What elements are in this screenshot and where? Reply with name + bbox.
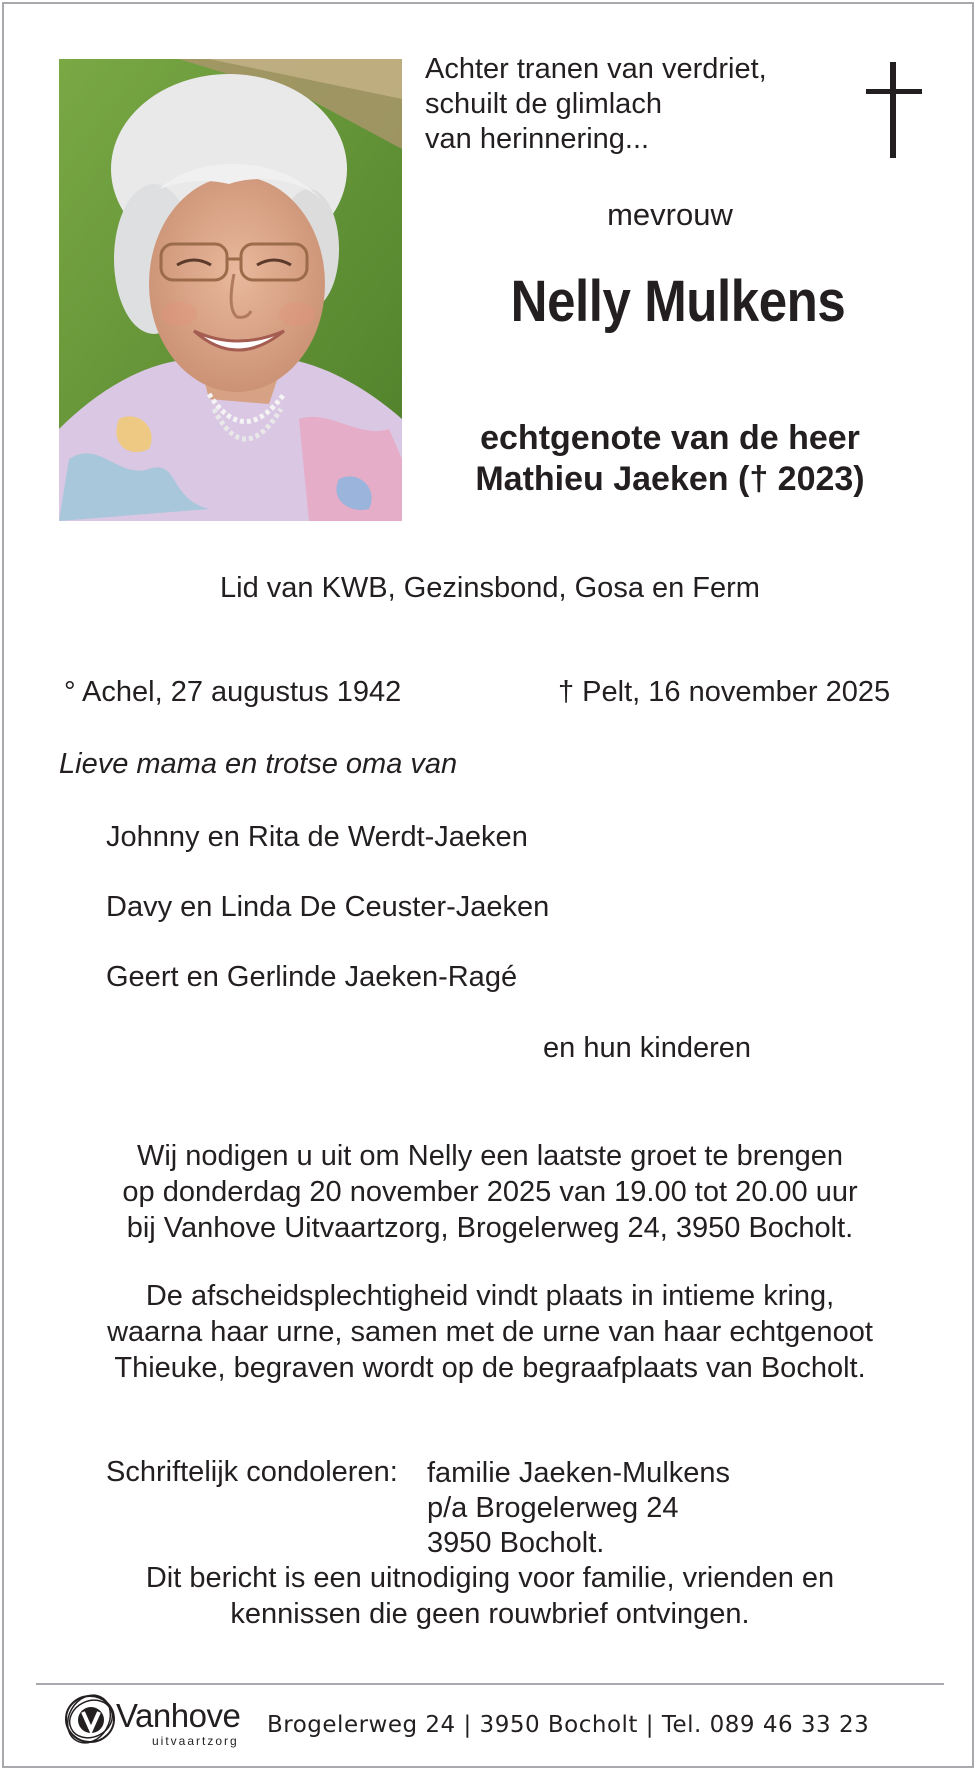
grandchildren-text: en hun kinderen: [543, 1032, 751, 1064]
invitation-line: bij Vanhove Uitvaartzorg, Brogelerweg 24, 3950 Bocholt.: [126, 1212, 854, 1244]
logo-subtitle: uitvaartzorg: [152, 1734, 239, 1748]
condolence-address: [427, 1456, 730, 1561]
poem-line: schuilt de glimlach: [425, 88, 662, 120]
condolence-label: Schriftelijk condoleren:: [106, 1456, 398, 1488]
birth-date: ° Achel, 27 augustus 1942: [64, 676, 402, 708]
ceremony-line: waarna haar urne, samen met de urne van haar echtgenoot: [107, 1316, 873, 1348]
child-entry: Davy en Linda De Ceuster-Jaeken: [106, 891, 550, 923]
cross-icon: [866, 62, 922, 158]
footer-divider: [36, 1683, 944, 1685]
logo-wordmark: Vanhove: [116, 1697, 241, 1734]
portrait-photo: [59, 59, 402, 521]
poem-line: Achter tranen van verdriet,: [425, 53, 767, 85]
family-intro: Lieve mama en trotse oma van: [59, 748, 458, 780]
ceremony-paragraph: [0, 1278, 980, 1386]
salutation: mevrouw: [607, 197, 733, 232]
condolence-line: 3950 Bocholt.: [427, 1527, 605, 1559]
spouse-line: Mathieu Jaeken († 2023): [475, 460, 865, 498]
condolence-line: familie Jaeken-Mulkens: [427, 1457, 731, 1489]
invitation-line: Wij nodigen u uit om Nelly een laatste groet te brengen: [136, 1140, 844, 1172]
poem-verse: [425, 52, 767, 157]
v-emblem-icon: [62, 1690, 122, 1748]
notice-line: kennissen die geen rouwbrief ontvingen.: [230, 1598, 750, 1630]
spouse-info: [430, 418, 910, 500]
invitation-paragraph: [0, 1138, 980, 1246]
notice-line: Dit bericht is een uitnodiging voor familie, vrienden en: [145, 1562, 835, 1594]
ceremony-line: Thieuke, begraven wordt op de begraafplaats van Bocholt.: [114, 1352, 866, 1384]
ceremony-line: De afscheidsplechtigheid vindt plaats in intieme kring,: [145, 1280, 835, 1312]
membership-text: Lid van KWB, Gezinsbond, Gosa en Ferm: [220, 572, 760, 604]
footer-address: Brogelerweg 24 | 3950 Bocholt | Tel. 089 46 33 23: [267, 1712, 870, 1738]
child-entry: Johnny en Rita de Werdt-Jaeken: [106, 821, 528, 853]
deceased-name: Nelly Mulkens: [510, 269, 846, 334]
invitation-line: op donderdag 20 november 2025 van 19.00 tot 20.00 uur: [122, 1176, 858, 1208]
spouse-line: echtgenote van de heer: [480, 419, 860, 457]
notice-text: [0, 1560, 980, 1632]
condolence-line: p/a Brogelerweg 24: [427, 1492, 679, 1524]
death-date: † Pelt, 16 november 2025: [558, 676, 891, 708]
child-entry: Geert en Gerlinde Jaeken-Ragé: [106, 961, 518, 993]
poem-line: van herinnering...: [425, 123, 650, 155]
